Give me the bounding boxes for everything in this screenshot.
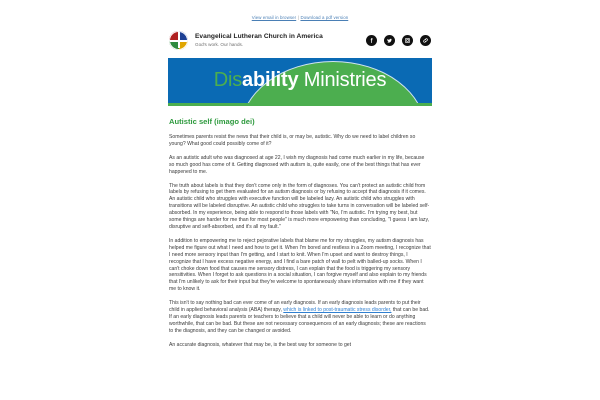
- article-paragraph: Sometimes parents resist the news that their child is, or may be, autistic. Why do we need to label children so young? What good could possibly come of it?: [169, 134, 416, 147]
- article-paragraph: The truth about labels is that they don't come only in the form of diagnoses. You can't protect an autistic child from labels by refusing to get them evaluated for an autism diagnosis or by refusing to accept that diagnosis if it comes. An autistic child who struggles with executive function will be labeled lazy. An autistic child who struggles with transitions will be labeled disruptive. An autistic child who struggles to take turns in conversation will be labeled self-absorbed. In my experience, being able to respond to those labels with "No, I'm autistic. I'm trying my best, but some things are harder for me than for most people" is much more empowering than concluding, "I guess I am lazy, disruptive and self-absorbed, and it's all my fault.": [169, 182, 430, 230]
- view-in-browser-link[interactable]: View email in browser: [251, 15, 297, 20]
- article-paragraph-truncated: An accurate diagnosis, whatever that may be, is the best way for someone to get: [169, 341, 352, 348]
- instagram-icon[interactable]: [402, 35, 413, 46]
- download-pdf-link[interactable]: Download a pdf version: [300, 15, 349, 20]
- article-body: [168, 117, 432, 349]
- article-title: Autistic self (imago dei): [169, 117, 255, 126]
- banner-title-ability: ability: [242, 69, 299, 91]
- logo-ring: [169, 31, 188, 50]
- elca-shield-logo: [168, 30, 189, 51]
- masthead: [168, 26, 432, 54]
- banner-green-rule: [168, 103, 432, 106]
- banner-title: [168, 69, 432, 91]
- preheader-separator: |: [297, 15, 299, 20]
- link-icon[interactable]: [420, 35, 431, 46]
- article-paragraph: In addition to empowering me to reject pejorative labels that blame me for my struggles, my autism diagnosis has helped me figure out what I need and how to get it. When I'm bored and restless in a Zoom meeting, I recognize that I need more sensory input than I'm getting, and I start to knit. When I'm upset and want to destroy things, I recognize that I have excess negative energy, and I find a bare patch of wall to pelt with balled-up socks. When I can't choke down food that causes me sensory distress, I can explain that the food is triggering my sensory sensitivities. When I forget to ask questions in a social situation, I can forgive myself and also explain to my friends that I'm unlikely to ask for their input but they're welcome to spontaneously share information with me if they want me to know it.: [169, 237, 431, 293]
- article-paragraph-with-link: [169, 300, 431, 335]
- organization-tagline: God's work. Our hands.: [195, 42, 244, 48]
- banner-title-dis: Dis: [213, 69, 243, 91]
- brand-block: [195, 32, 366, 49]
- ptsd-reference-link[interactable]: which is linked to post-traumatic stress disorder,: [283, 307, 392, 314]
- article-paragraph: As an autistic adult who was diagnosed at age 22, I wish my diagnosis had come much earlier in my life, because so much good has come of it. Getting diagnosed with autism is, quite easily, one of the best things that has ever happened to me.: [169, 154, 425, 175]
- paragraph-text-after-link: that can be bad. If an early diagnosis leads parents or teachers to believe that a child will never be able to learn or do anything worthwhile, that can be bad. But these are not necessary consequences of an early diagnosis; these are reactions to the diagnosis, and they can be changed or avoided.: [169, 307, 430, 334]
- social-links: [366, 35, 432, 46]
- twitter-icon[interactable]: [384, 35, 395, 46]
- email-content-column: [168, 26, 432, 349]
- preheader-bar: [0, 0, 600, 21]
- paragraph-text-before-link: This isn't to say nothing bad can ever come of an early diagnosis. If an early diagnosis leads parents to put their child in applied behavioral analysis (ABA) therapy,: [169, 300, 421, 314]
- disability-ministries-banner: [168, 58, 432, 103]
- facebook-icon[interactable]: [366, 35, 377, 46]
- banner-title-ministries: Ministries: [298, 69, 387, 91]
- organization-name: Evangelical Lutheran Church in America: [195, 32, 323, 40]
